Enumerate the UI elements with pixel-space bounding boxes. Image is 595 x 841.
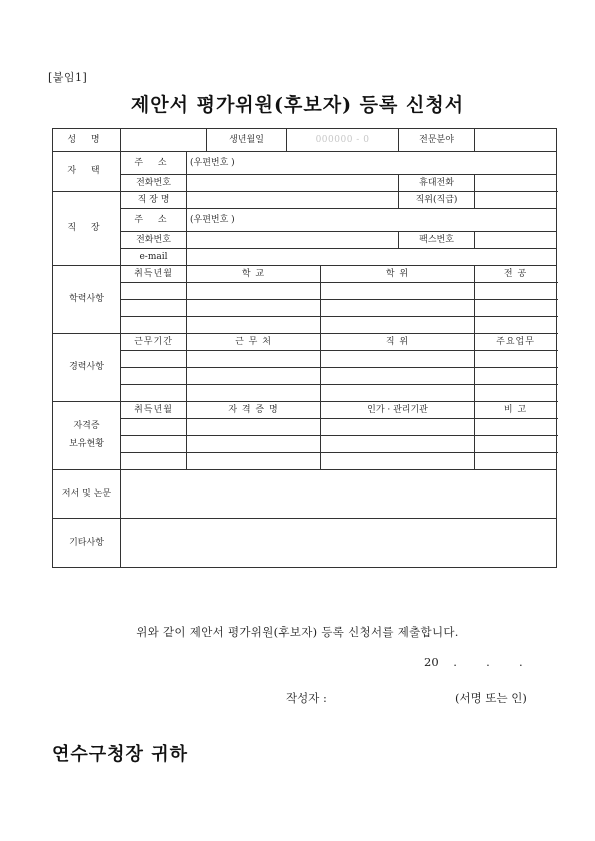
birth-input[interactable]: 000000 - 0 — [287, 129, 399, 152]
license-cell[interactable] — [121, 419, 187, 436]
license-header: 인가 · 관리기관 — [321, 402, 475, 419]
career-cell[interactable] — [321, 368, 475, 385]
career-label: 경력사항 — [53, 334, 121, 402]
education-label: 학력사항 — [53, 266, 121, 334]
mobile-label: 휴대전화 — [399, 175, 475, 192]
license-cell[interactable] — [187, 453, 321, 470]
career-header: 직 위 — [321, 334, 475, 351]
work-address-input[interactable]: (우편번호 ) — [187, 209, 557, 232]
birth-label: 생년월일 — [207, 129, 287, 152]
career-cell[interactable] — [187, 351, 321, 368]
other-input[interactable] — [121, 519, 557, 568]
career-cell[interactable] — [121, 351, 187, 368]
email-input[interactable] — [187, 249, 557, 266]
career-header: 주요업무 — [475, 334, 557, 351]
career-cell[interactable] — [321, 385, 475, 402]
work-phone-input[interactable] — [187, 232, 399, 249]
date-line: 20 . . . — [424, 655, 523, 669]
field-input[interactable] — [475, 129, 557, 152]
company-label: 직 장 명 — [121, 192, 187, 209]
writer-label: 작성자 : — [286, 691, 327, 705]
career-cell[interactable] — [187, 368, 321, 385]
addressee: 연수구청장 귀하 — [52, 744, 188, 765]
license-header: 자 격 증 명 — [187, 402, 321, 419]
position-label: 직위(직급) — [399, 192, 475, 209]
mobile-input[interactable] — [475, 175, 557, 192]
license-cell[interactable] — [321, 453, 475, 470]
work-address-label: 주 소 — [121, 209, 187, 232]
license-cell[interactable] — [475, 419, 557, 436]
license-label: 자격증 보유현황 — [53, 402, 121, 470]
attachment-label: [붙임1] — [48, 71, 88, 84]
license-cell[interactable] — [121, 436, 187, 453]
education-header: 학 위 — [321, 266, 475, 283]
work-phone-label: 전화번호 — [121, 232, 187, 249]
education-header: 학 교 — [187, 266, 321, 283]
education-cell[interactable] — [187, 283, 321, 300]
education-cell[interactable] — [321, 283, 475, 300]
signature-label: (서명 또는 인) — [455, 691, 527, 705]
career-cell[interactable] — [121, 385, 187, 402]
home-address-input[interactable]: (우편번호 ) — [187, 152, 557, 175]
license-cell[interactable] — [321, 419, 475, 436]
fax-label: 팩스번호 — [399, 232, 475, 249]
papers-input[interactable] — [121, 470, 557, 519]
career-cell[interactable] — [187, 385, 321, 402]
career-header: 근 무 처 — [187, 334, 321, 351]
license-cell[interactable] — [475, 436, 557, 453]
education-header: 전 공 — [475, 266, 557, 283]
submission-statement: 위와 같이 제안서 평가위원(후보자) 등록 신청서를 제출합니다. — [136, 625, 459, 639]
career-cell[interactable] — [121, 368, 187, 385]
home-phone-label: 전화번호 — [121, 175, 187, 192]
license-cell[interactable] — [321, 436, 475, 453]
license-cell[interactable] — [475, 453, 557, 470]
registration-form-table — [52, 128, 557, 568]
education-cell[interactable] — [475, 283, 557, 300]
education-cell[interactable] — [121, 300, 187, 317]
name-input[interactable] — [121, 129, 207, 152]
education-cell[interactable] — [321, 300, 475, 317]
home-phone-input[interactable] — [187, 175, 399, 192]
field-label: 전문분야 — [399, 129, 475, 152]
home-address-label: 주 소 — [121, 152, 187, 175]
license-cell[interactable] — [187, 436, 321, 453]
career-header: 근무기간 — [121, 334, 187, 351]
education-header: 취득년월 — [121, 266, 187, 283]
work-label: 직 장 — [53, 192, 121, 266]
education-cell[interactable] — [121, 317, 187, 334]
home-label: 자 택 — [53, 152, 121, 192]
license-cell[interactable] — [121, 453, 187, 470]
position-input[interactable] — [475, 192, 557, 209]
license-header: 취득년월 — [121, 402, 187, 419]
education-cell[interactable] — [475, 317, 557, 334]
email-label: e-mail — [121, 249, 187, 266]
career-cell[interactable] — [475, 368, 557, 385]
education-cell[interactable] — [475, 300, 557, 317]
education-cell[interactable] — [121, 283, 187, 300]
name-label: 성 명 — [53, 129, 121, 152]
license-cell[interactable] — [187, 419, 321, 436]
education-cell[interactable] — [187, 300, 321, 317]
education-cell[interactable] — [187, 317, 321, 334]
form-title: 제안서 평가위원(후보자) 등록 신청서 — [130, 94, 465, 116]
other-label: 기타사항 — [53, 519, 121, 568]
company-input[interactable] — [187, 192, 399, 209]
papers-label: 저서 및 논문 — [53, 470, 121, 519]
license-header: 비 고 — [475, 402, 557, 419]
career-cell[interactable] — [475, 351, 557, 368]
career-cell[interactable] — [475, 385, 557, 402]
career-cell[interactable] — [321, 351, 475, 368]
education-cell[interactable] — [321, 317, 475, 334]
fax-input[interactable] — [475, 232, 557, 249]
